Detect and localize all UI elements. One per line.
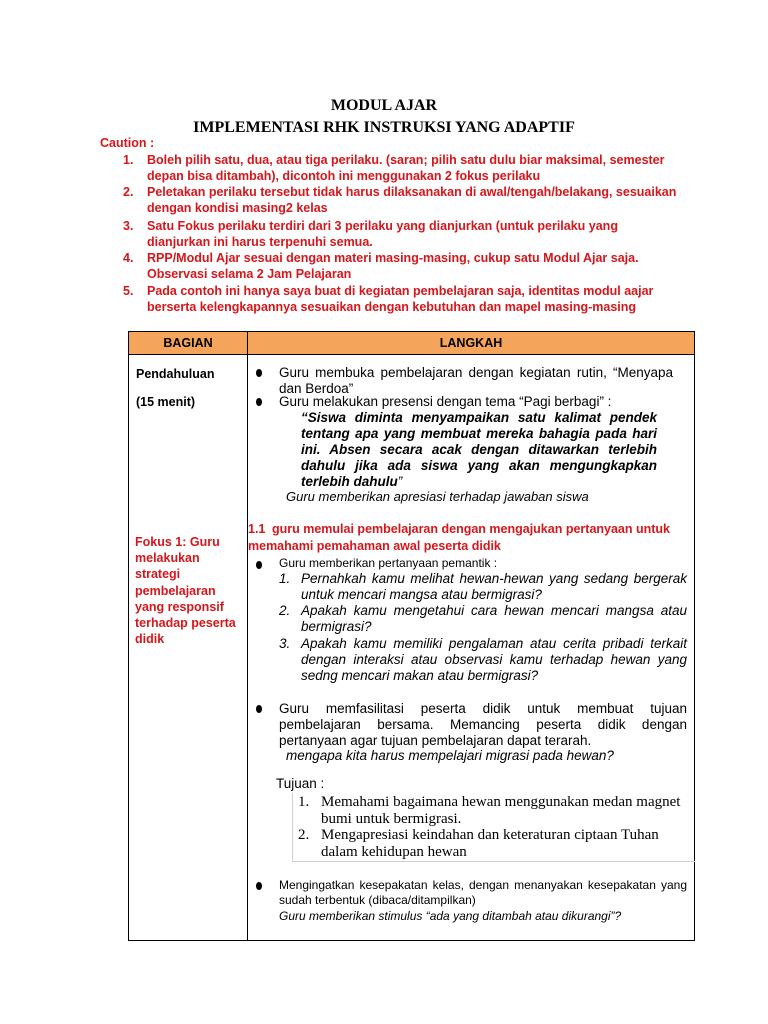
header-bagian: BAGIAN (163, 336, 213, 350)
presensi-quote (301, 410, 657, 490)
question-text: Apakah kamu mengetahui cara hewan mencari mangsa atau bermigrasi? (301, 603, 687, 634)
caution-item-number: 2. (123, 185, 134, 199)
fokus-heading-number: 1.1 (248, 522, 266, 536)
fokus-heading-text: guru memulai pembelajaran dengan mengajukan pertanyaan untuk memahami pemahaman awal peserta didik (248, 522, 671, 553)
stimulus-text: Guru memberikan stimulus “ada yang ditambah atau dikurangi”? (279, 909, 622, 923)
step-text: Guru memberikan pertanyaan pemantik : (279, 556, 498, 570)
caution-item (123, 152, 683, 184)
tujuan-text: Mengapresiasi keindahan dan keteraturan ciptaan Tuhan dalam kehidupan hewan (321, 827, 659, 860)
question-text: Pernahkah kamu melihat hewan-hewan yang sedang bergerak untuk mencari mangsa atau bermigrasi? (301, 571, 687, 602)
bullet-icon (256, 705, 262, 713)
caution-item-number: 3. (123, 219, 134, 233)
bullet-icon (256, 369, 262, 377)
caution-item-number: 1. (123, 153, 134, 167)
bullet-icon (256, 561, 262, 569)
caution-item (123, 250, 683, 282)
bullet-icon (256, 882, 262, 890)
caution-item (123, 218, 683, 250)
caution-item-number: 4. (123, 251, 134, 265)
tujuan-number: 1. (298, 794, 310, 810)
document-title: MODUL AJAR (330, 97, 438, 114)
table-header (129, 332, 694, 355)
step-text: Guru memfasilitasi peserta didik untuk membuat tujuan pembelajaran bersama. Memancing peserta didik dengan pertanyaan agar tujuan pembelajaran dapat terarah. (279, 701, 687, 748)
caution-item-text: Pada contoh ini hanya saya buat di kegiatan pembelajaran saja, identitas modul aajar berserta kelengkapannya sesuaikan dengan kebutuhan dan mapel masing-masing (147, 284, 654, 314)
fokus-label: Fokus 1: Guru melakukan strategi pembelajaran yang responsif terhadap peserta didik (135, 535, 236, 647)
question-text: Apakah kamu memiliki pengalaman atau cerita pribadi terkait dengan interaksi atau observasi kamu terhadap hewan yang sedng mencari makan atau bermigrasi? (301, 636, 687, 683)
caution-item-text: RPP/Modul Ajar sesuai dengan materi masing-masing, cukup satu Modul Ajar saja. Observasi selama 2 Jam Pelajaran (147, 251, 639, 281)
step-text: Guru melakukan presensi dengan tema “Pagi berbagi” : (279, 394, 612, 409)
quote-close: ” (397, 474, 403, 489)
tujuan-label: Tujuan : (276, 776, 325, 791)
bullet-icon (256, 398, 262, 406)
caution-item (123, 184, 683, 216)
caution-item-text: Peletakan perilaku tersebut tidak harus dilaksanakan di awal/tengah/belakang, sesuaikan dengan kondisi masing2 kelas (147, 185, 677, 215)
apresiasi-text: Guru memberikan apresiasi terhadap jawaban siswa (286, 489, 589, 504)
section-time: (15 menit) (136, 395, 196, 409)
column-divider (247, 332, 248, 940)
question-number: 2. (279, 603, 291, 618)
caution-item-text: Boleh pilih satu, dua, atau tiga perilaku. (saran; pilih satu dulu biar maksimal, semester depan bisa ditambah), dicontoh ini menggunakan 2 fokus perilaku (147, 153, 665, 183)
question-number: 3. (279, 636, 291, 651)
fokus-heading (248, 521, 688, 555)
caution-item (123, 283, 683, 315)
guiding-question: mengapa kita harus mempelajari migrasi pada hewan? (286, 748, 614, 763)
caution-item-text: Satu Fokus perilaku terdiri dari 3 perilaku yang dianjurkan (untuk perilaku yang dianjurkan ini harus terpenuhi semua. (147, 219, 618, 249)
document-subtitle: IMPLEMENTASI RHK INSTRUKSI YANG ADAPTIF (193, 119, 575, 136)
step-text: Guru membuka pembelajaran dengan kegiatan rutin, “Menyapa dan Berdoa” (279, 365, 673, 396)
tujuan-number: 2. (298, 827, 310, 843)
tujuan-text: Memahami bagaimana hewan menggunakan medan magnet bumi untuk bermigrasi. (321, 794, 681, 827)
question-number: 1. (279, 571, 291, 586)
caution-label: Caution : (100, 136, 155, 150)
section-title-pendahuluan: Pendahuluan (136, 367, 215, 381)
step-text: Mengingatkan kesepakatan kelas, dengan menanyakan kesepakatan yang sudah terbentuk (dibaca/ditampilkan) (279, 878, 687, 907)
caution-item-number: 5. (123, 284, 134, 298)
quote-text: “Siswa diminta menyampaikan satu kalimat pendek tentang apa yang membuat mereka bahagia pada hari ini. Absen secara acak dengan ditawarkan terlebih dahulu jika ada siswa yang akan mengungkapkan terlebih dahulu (301, 410, 657, 489)
header-langkah: LANGKAH (439, 336, 503, 350)
